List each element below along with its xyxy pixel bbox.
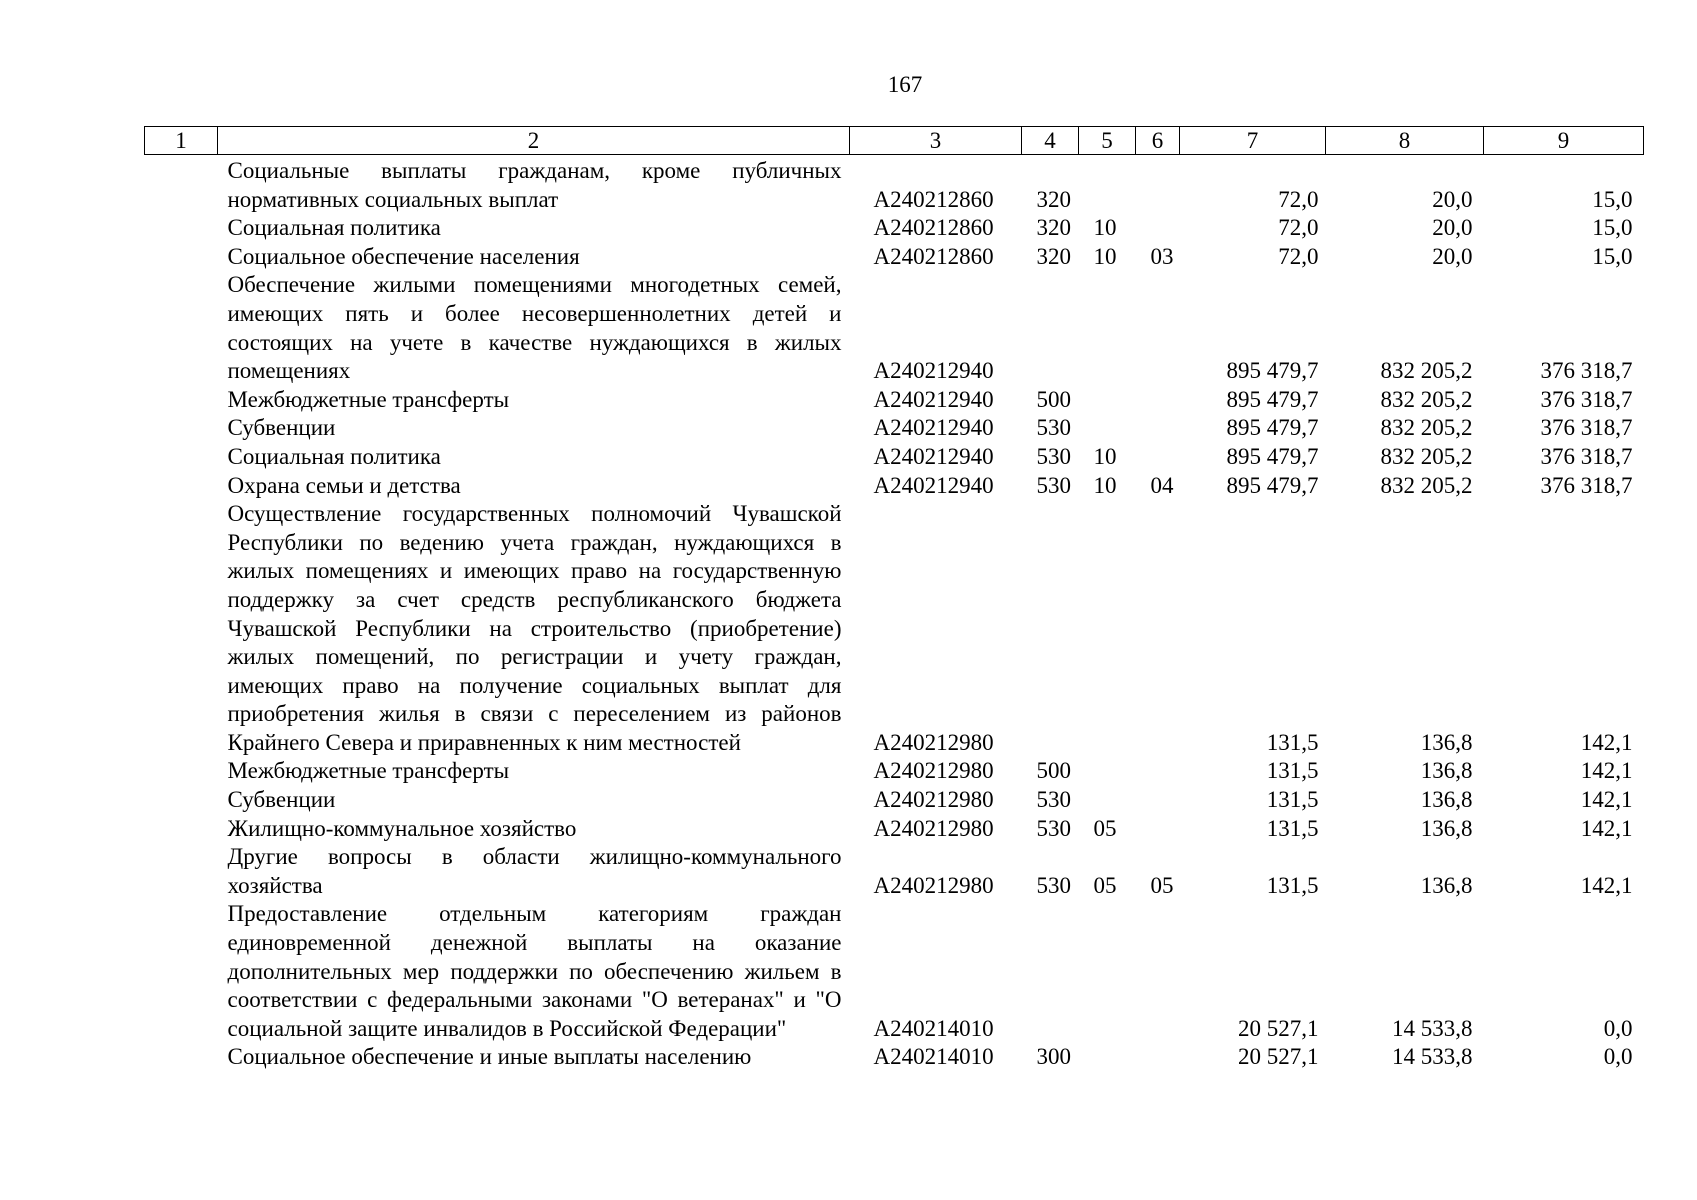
header-col-2: 2 bbox=[218, 127, 850, 155]
cell-col-1 bbox=[145, 843, 218, 900]
table-row bbox=[145, 443, 1644, 472]
row-col-4: 530 bbox=[1036, 787, 1071, 813]
row-col-4: 320 bbox=[1036, 215, 1071, 241]
cell-col-1 bbox=[145, 472, 218, 501]
row-col-5 bbox=[1079, 271, 1136, 385]
row-col-7: 895 479,7 bbox=[1226, 443, 1319, 469]
row-col-7: 131,5 bbox=[1266, 815, 1319, 841]
row-col-6 bbox=[1136, 414, 1180, 443]
row-col-4: 500 bbox=[1036, 758, 1071, 784]
row-col-6: 04 bbox=[1150, 472, 1174, 498]
row-code: А240214010 bbox=[873, 1015, 994, 1041]
table-row bbox=[145, 271, 1644, 385]
table-header bbox=[145, 127, 1644, 155]
row-col-7: 72,0 bbox=[1278, 186, 1319, 212]
row-col-6 bbox=[1136, 815, 1180, 844]
row-col-9: 142,1 bbox=[1580, 787, 1633, 813]
row-col-4: 530 bbox=[1036, 472, 1071, 498]
table-row bbox=[145, 386, 1644, 415]
row-name: Жилищно-коммунальное хозяйство bbox=[227, 815, 577, 841]
header-col-6: 6 bbox=[1136, 127, 1180, 155]
row-col-9: 142,1 bbox=[1580, 815, 1633, 841]
row-name: Социальная политика bbox=[227, 215, 441, 241]
row-col-6 bbox=[1136, 1043, 1180, 1072]
row-col-5 bbox=[1079, 757, 1136, 786]
row-code: А240212980 bbox=[873, 729, 994, 755]
row-col-4: 320 bbox=[1036, 186, 1071, 212]
row-col-8: 832 205,2 bbox=[1380, 472, 1473, 498]
row-code: А240212980 bbox=[873, 872, 994, 898]
row-col-8: 832 205,2 bbox=[1380, 358, 1473, 384]
row-col-7: 131,5 bbox=[1266, 787, 1319, 813]
table-row bbox=[145, 815, 1644, 844]
row-col-8: 20,0 bbox=[1432, 215, 1473, 241]
row-col-9: 376 318,7 bbox=[1540, 443, 1633, 469]
cell-col-1 bbox=[145, 786, 218, 815]
cell-col-1 bbox=[145, 900, 218, 1043]
row-col-7: 895 479,7 bbox=[1226, 472, 1319, 498]
row-col-6 bbox=[1136, 214, 1180, 243]
row-col-4: 500 bbox=[1036, 386, 1071, 412]
row-col-7: 895 479,7 bbox=[1226, 415, 1319, 441]
row-col-9: 376 318,7 bbox=[1540, 358, 1633, 384]
row-col-5: 05 bbox=[1093, 815, 1117, 841]
row-col-7: 131,5 bbox=[1266, 758, 1319, 784]
cell-col-1 bbox=[145, 243, 218, 272]
header-col-1: 1 bbox=[145, 127, 218, 155]
row-col-8: 832 205,2 bbox=[1380, 386, 1473, 412]
row-col-4: 320 bbox=[1036, 243, 1071, 269]
row-col-6 bbox=[1136, 386, 1180, 415]
cell-col-1 bbox=[145, 214, 218, 243]
row-name: Охрана семьи и детства bbox=[227, 472, 461, 498]
row-col-5 bbox=[1079, 414, 1136, 443]
header-col-5: 5 bbox=[1079, 127, 1136, 155]
row-col-7: 20 527,1 bbox=[1238, 1044, 1319, 1070]
row-col-7: 72,0 bbox=[1278, 215, 1319, 241]
row-col-9: 376 318,7 bbox=[1540, 415, 1633, 441]
row-name: Предоставление отдельным категориям граждан единовременной денежной выплаты на оказание дополнительных мер поддержки по обеспечению жильем в соответствии с федеральными законами "О ветеранах" и "О социальной защите инвалидов в Российской Федерации" bbox=[227, 901, 842, 1041]
row-col-5 bbox=[1079, 500, 1136, 757]
row-code: А240212940 bbox=[873, 358, 994, 384]
row-col-8: 136,8 bbox=[1420, 787, 1473, 813]
row-name: Социальные выплаты гражданам, кроме публичных нормативных социальных выплат bbox=[227, 158, 842, 212]
row-name: Социальное обеспечение населения bbox=[227, 243, 580, 269]
row-col-4: 300 bbox=[1036, 1044, 1071, 1070]
table-row bbox=[145, 843, 1644, 900]
row-col-8: 20,0 bbox=[1432, 186, 1473, 212]
row-col-4: 530 bbox=[1036, 872, 1071, 898]
row-col-9: 376 318,7 bbox=[1540, 386, 1633, 412]
table-row bbox=[145, 155, 1644, 215]
row-col-7: 895 479,7 bbox=[1226, 386, 1319, 412]
row-col-6 bbox=[1136, 500, 1180, 757]
row-col-5: 10 bbox=[1093, 472, 1117, 498]
row-name: Субвенции bbox=[227, 787, 336, 813]
table-row bbox=[145, 214, 1644, 243]
header-col-3: 3 bbox=[850, 127, 1022, 155]
row-col-8: 136,8 bbox=[1420, 872, 1473, 898]
row-col-8: 136,8 bbox=[1420, 758, 1473, 784]
row-col-6: 05 bbox=[1150, 872, 1174, 898]
cell-col-1 bbox=[145, 271, 218, 385]
row-col-7: 895 479,7 bbox=[1226, 358, 1319, 384]
row-col-4 bbox=[1022, 900, 1079, 1043]
row-col-8: 136,8 bbox=[1420, 815, 1473, 841]
header-col-7: 7 bbox=[1180, 127, 1326, 155]
row-col-9: 15,0 bbox=[1592, 186, 1633, 212]
row-col-5: 10 bbox=[1093, 243, 1117, 269]
row-col-7: 20 527,1 bbox=[1238, 1015, 1319, 1041]
row-col-4: 530 bbox=[1036, 443, 1071, 469]
row-col-9: 0,0 bbox=[1603, 1015, 1633, 1041]
row-col-9: 142,1 bbox=[1580, 758, 1633, 784]
header-row bbox=[145, 127, 1644, 155]
budget-table bbox=[144, 126, 1644, 1072]
row-col-6 bbox=[1136, 155, 1180, 215]
row-name: Социальное обеспечение и иные выплаты населению bbox=[227, 1044, 752, 1070]
cell-col-1 bbox=[145, 443, 218, 472]
row-col-8: 20,0 bbox=[1432, 243, 1473, 269]
cell-col-1 bbox=[145, 500, 218, 757]
table-row bbox=[145, 414, 1644, 443]
row-col-9: 376 318,7 bbox=[1540, 472, 1633, 498]
page-number: 167 bbox=[887, 72, 923, 97]
row-col-7: 131,5 bbox=[1266, 729, 1319, 755]
row-col-9: 142,1 bbox=[1580, 872, 1633, 898]
row-code: А240212860 bbox=[873, 186, 994, 212]
row-col-7: 72,0 bbox=[1278, 243, 1319, 269]
row-col-5 bbox=[1079, 900, 1136, 1043]
table-row bbox=[145, 1043, 1644, 1072]
row-col-5: 10 bbox=[1093, 443, 1117, 469]
table-body bbox=[145, 155, 1644, 1073]
row-col-8: 14 533,8 bbox=[1392, 1015, 1473, 1041]
row-name: Обеспечение жилыми помещениями многодетных семей, имеющих пять и более несовершеннолетних детей и состоящих на учете в качестве нуждающихся в жилых помещениях bbox=[227, 272, 842, 384]
header-col-8: 8 bbox=[1326, 127, 1484, 155]
header-col-9: 9 bbox=[1484, 127, 1644, 155]
row-name: Межбюджетные трансферты bbox=[227, 758, 510, 784]
table-row bbox=[145, 472, 1644, 501]
row-col-4 bbox=[1022, 271, 1079, 385]
row-code: А240212980 bbox=[873, 758, 994, 784]
row-name: Социальная политика bbox=[227, 443, 441, 469]
table-row bbox=[145, 243, 1644, 272]
table-row bbox=[145, 500, 1644, 757]
row-code: А240212980 bbox=[873, 787, 994, 813]
cell-col-1 bbox=[145, 414, 218, 443]
row-col-4 bbox=[1022, 500, 1079, 757]
row-col-9: 0,0 bbox=[1603, 1044, 1633, 1070]
cell-col-1 bbox=[145, 815, 218, 844]
table-row bbox=[145, 757, 1644, 786]
cell-col-1 bbox=[145, 155, 218, 215]
row-col-5 bbox=[1079, 155, 1136, 215]
row-code: А240212940 bbox=[873, 415, 994, 441]
row-code: А240212940 bbox=[873, 443, 994, 469]
row-col-6 bbox=[1136, 786, 1180, 815]
row-code: А240212940 bbox=[873, 472, 994, 498]
row-col-8: 14 533,8 bbox=[1392, 1044, 1473, 1070]
row-col-4: 530 bbox=[1036, 415, 1071, 441]
row-col-5 bbox=[1079, 786, 1136, 815]
row-code: А240212940 bbox=[873, 386, 994, 412]
cell-col-1 bbox=[145, 1043, 218, 1072]
row-col-6 bbox=[1136, 443, 1180, 472]
row-col-7: 131,5 bbox=[1266, 872, 1319, 898]
row-col-5 bbox=[1079, 386, 1136, 415]
row-col-9: 142,1 bbox=[1580, 729, 1633, 755]
row-col-6 bbox=[1136, 900, 1180, 1043]
row-code: А240212980 bbox=[873, 815, 994, 841]
row-name: Другие вопросы в области жилищно-коммунального хозяйства bbox=[227, 844, 842, 898]
row-name: Межбюджетные трансферты bbox=[227, 386, 510, 412]
row-col-8: 832 205,2 bbox=[1380, 443, 1473, 469]
row-col-9: 15,0 bbox=[1592, 243, 1633, 269]
row-col-6: 03 bbox=[1150, 243, 1174, 269]
table-row bbox=[145, 900, 1644, 1043]
row-code: А240212860 bbox=[873, 243, 994, 269]
row-col-8: 136,8 bbox=[1420, 729, 1473, 755]
header-col-4: 4 bbox=[1022, 127, 1079, 155]
row-code: А240212860 bbox=[873, 215, 994, 241]
row-col-6 bbox=[1136, 271, 1180, 385]
row-col-4: 530 bbox=[1036, 815, 1071, 841]
cell-col-1 bbox=[145, 386, 218, 415]
cell-col-1 bbox=[145, 757, 218, 786]
table-row bbox=[145, 786, 1644, 815]
row-name: Субвенции bbox=[227, 415, 336, 441]
row-col-9: 15,0 bbox=[1592, 215, 1633, 241]
row-col-5: 10 bbox=[1093, 215, 1117, 241]
row-col-6 bbox=[1136, 757, 1180, 786]
row-name: Осуществление государственных полномочий Чувашской Республики по ведению учета граждан, нуждающихся в жилых помещениях и имеющих право на государственную поддержку за счет средств республиканского бюджета Чувашской Республики на строительство (приобретение) жилых помещений, по регистрации и учету граждан, имеющих право на получение социальных выплат для приобретения жилья в связи с переселением из районов Крайнего Севера и приравненных к ним местностей bbox=[227, 501, 842, 755]
row-col-8: 832 205,2 bbox=[1380, 415, 1473, 441]
row-code: А240214010 bbox=[873, 1044, 994, 1070]
row-col-5 bbox=[1079, 1043, 1136, 1072]
row-col-5: 05 bbox=[1093, 872, 1117, 898]
